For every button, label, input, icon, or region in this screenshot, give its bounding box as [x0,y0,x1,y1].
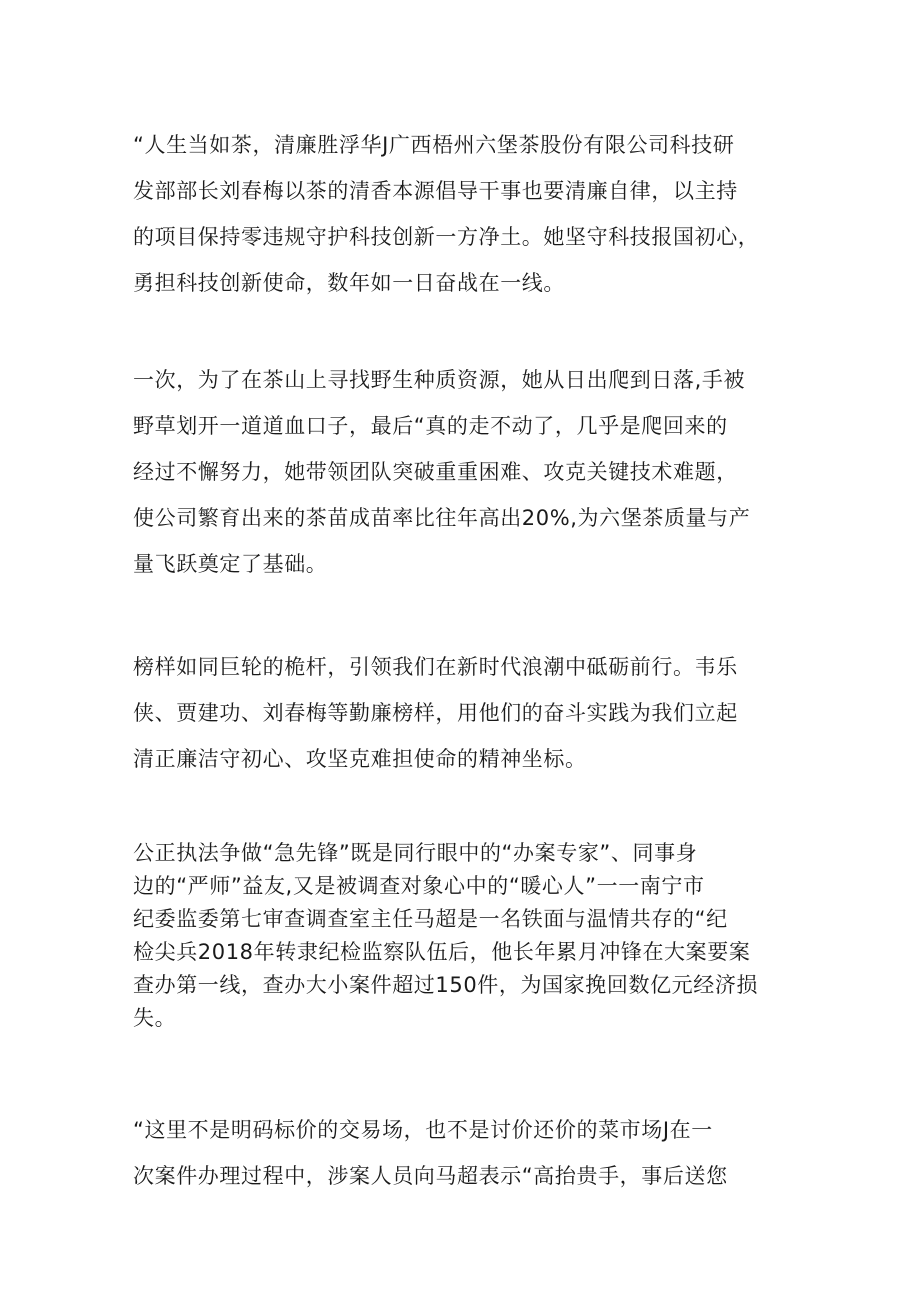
text-line: 侠、贾建功、刘春梅等勤廉榜样，用他们的奋斗实践为我们立起 [133,701,738,725]
text-line: 失。 [133,1006,177,1030]
text-line: 野草划开一道道血口子，最后“真的走不动了，几乎是爬回来的 [133,414,728,438]
text-line: 量飞跃奠定了基础。 [133,552,328,576]
text-line: 榜样如同巨轮的桅杆，引领我们在新时代浪潮中砥砺前行。韦乐 [133,655,738,679]
paragraph-field-research [133,357,793,587]
text-line: 检尖兵2018年转隶纪检监察队伍后，他长年累月冲锋在大案要案 [133,940,751,964]
text-line: 一次，为了在茶山上寻找野生种质资源，她从日出爬到日落,手被 [133,368,746,392]
paragraph-fair-enforcement [133,837,793,1035]
text-line: 纪委监委第七审查调查室主任马超是一名铁面与温情共存的“纪 [133,907,728,931]
text-line: “这里不是明码标价的交易场，也不是讨价还价的菜市场J在一 [133,1118,713,1142]
text-line: 使公司繁育出来的茶苗成苗率比往年高出20%,为六堡茶质量与产 [133,506,751,530]
text-line: 经过不懈努力，她带领团队突破重重困难、攻克关键技术难题， [133,460,738,484]
text-line: 次案件办理过程中，涉案人员向马超表示“高抬贵手，事后送您 [133,1164,728,1188]
text-line: 的项目保持零违规守护科技创新一方净土。她坚守科技报国初心， [133,225,760,249]
text-line: 勇担科技创新使命，数年如一日奋战在一线。 [133,271,565,295]
text-line: 发部部长刘春梅以茶的清香本源倡导干事也要清廉自律，以主持 [133,179,738,203]
paragraph-role-models [133,644,793,782]
text-line: “人生当如茶，清廉胜浮华J广西梧州六堡茶股份有限公司科技研 [133,133,735,157]
paragraph-tea-integrity [133,122,793,306]
text-line: 查办第一线，查办大小案件超过150件，为国家挽回数亿元经济损 [133,973,759,997]
text-line: 公正执法争做“急先锋”既是同行眼中的“办案专家”、同事身 [133,841,698,865]
text-line: 边的“严师”益友,又是被调查对象心中的“暖心人”一一南宁市 [133,874,705,898]
text-line: 清正廉洁守初心、攻坚克难担使命的精神坐标。 [133,747,587,771]
paragraph-case-handling [133,1107,793,1199]
